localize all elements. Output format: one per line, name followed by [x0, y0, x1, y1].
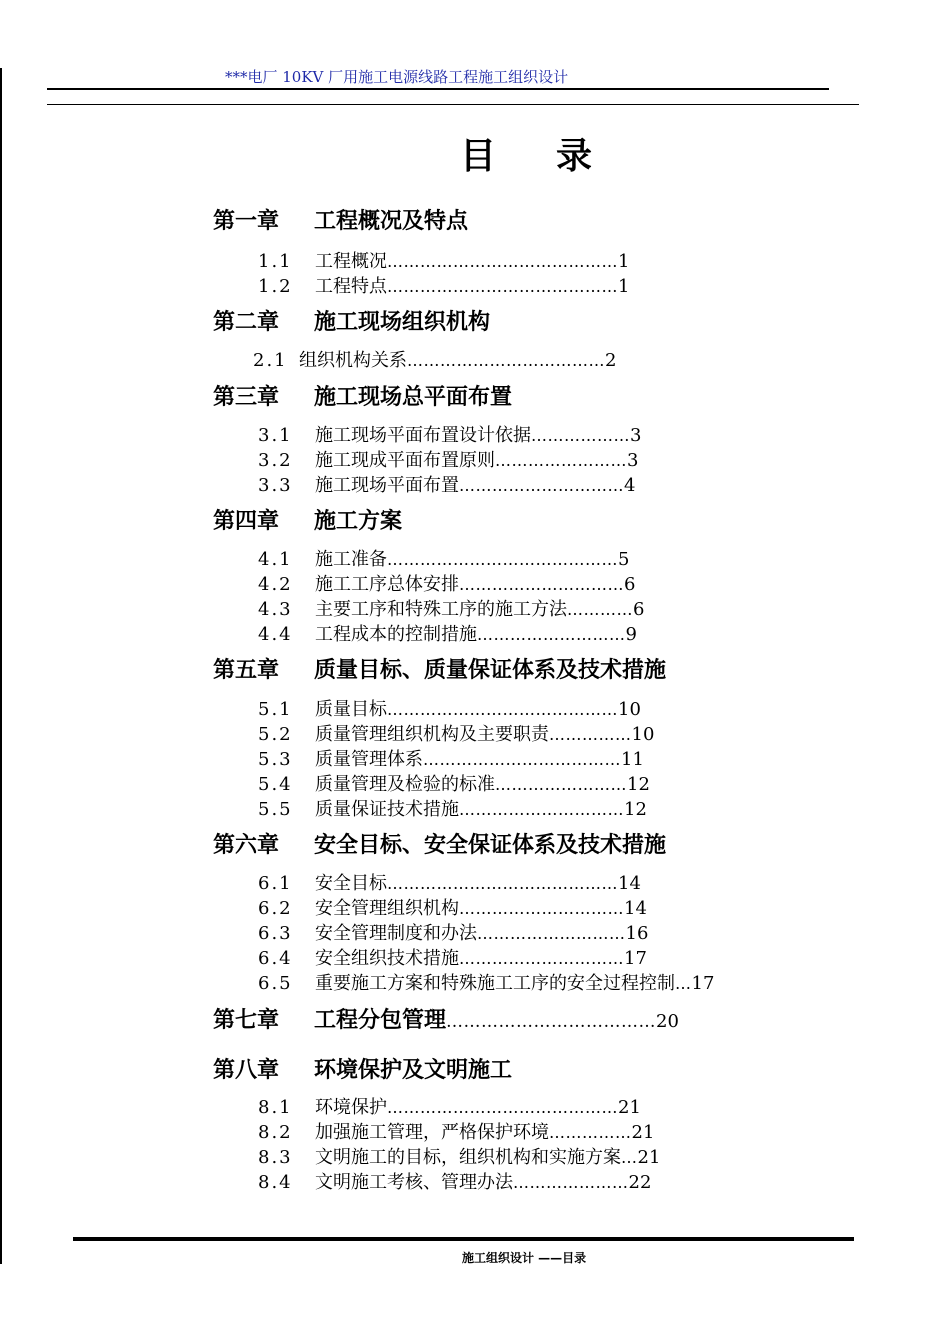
entry-leader: …………… [549, 725, 632, 744]
toc-chapter [213, 207, 468, 237]
entry-page: 5 [618, 549, 630, 570]
entry-number: 5.1 [258, 699, 293, 720]
entry-number: 6.5 [258, 973, 293, 994]
chapter-title: 安全目标、安全保证体系及技术措施 [314, 833, 667, 858]
entry-title: 环境保护 [315, 1097, 387, 1118]
entry-number: 5.3 [258, 749, 293, 770]
entry-title: 文明施工考核、管理办法 [315, 1172, 513, 1193]
entry-title: 安全目标 [315, 873, 387, 894]
entry-number: 4.1 [258, 549, 293, 570]
entry-number: 8.2 [258, 1122, 293, 1143]
chapter-label: 第三章 [213, 385, 280, 410]
entry-leader: …………………………………… [387, 252, 618, 271]
toc-chapter [213, 308, 490, 338]
entry-title: 重要施工方案和特殊施工工序的安全过程控制 [315, 973, 675, 994]
entry-leader: ……………………… [477, 924, 626, 943]
toc-entry [258, 424, 641, 448]
header-rule-thin [47, 104, 859, 105]
entry-number: 5.5 [258, 799, 293, 820]
chapter-label: 第四章 [213, 509, 280, 534]
entry-leader: ………………………… [459, 575, 624, 594]
entry-number: 2.1 [253, 350, 288, 371]
entry-page: 6 [633, 599, 645, 620]
toc-entry [258, 1121, 654, 1145]
entry-number: 1.2 [258, 276, 293, 297]
entry-title: 主要工序和特殊工序的施工方法 [315, 599, 567, 620]
toc-chapter [213, 383, 512, 413]
entry-title: 施工准备 [315, 549, 387, 570]
entry-number: 3.1 [258, 425, 293, 446]
left-margin-rule [0, 68, 2, 1264]
toc-entry [258, 922, 648, 946]
entry-title: 工程特点 [315, 276, 387, 297]
running-footer: 施工组织设计 ——目录 [462, 1251, 587, 1265]
entry-number: 8.1 [258, 1097, 293, 1118]
toc-entry [258, 1146, 660, 1170]
entry-title: 质量管理及检验的标准 [315, 774, 495, 795]
chapter-label: 第一章 [213, 209, 280, 234]
entry-page: 10 [618, 699, 641, 720]
chapter-title: 施工现场总平面布置 [314, 385, 513, 410]
entry-title: 安全管理组织机构 [315, 898, 459, 919]
entry-leader: …………………………………… [387, 277, 618, 296]
entry-title: 工程成本的控制措施 [315, 624, 477, 645]
entry-page: 22 [628, 1172, 652, 1193]
entry-page: 14 [624, 898, 647, 919]
entry-page: 6 [624, 574, 636, 595]
entry-leader: ………………………… [459, 476, 624, 495]
chapter-page: 20 [656, 1011, 679, 1032]
toc-entry [258, 872, 641, 896]
entry-page: 12 [624, 799, 647, 820]
entry-number: 4.2 [258, 574, 293, 595]
chapter-label: 第五章 [213, 658, 280, 683]
entry-page: 12 [627, 774, 650, 795]
entry-title: 质量管理体系 [315, 749, 423, 770]
entry-leader: ………………………… [459, 949, 624, 968]
entry-page: 16 [625, 923, 649, 944]
toc-entry [253, 349, 616, 373]
entry-title: 安全管理制度和办法 [315, 923, 477, 944]
entry-leader: … [675, 974, 692, 993]
entry-title: 施工工序总体安排 [315, 574, 459, 595]
entry-page: 3 [627, 450, 639, 471]
toc-entry [258, 623, 637, 647]
entry-title: 安全组织技术措施 [315, 948, 459, 969]
entry-number: 4.4 [258, 624, 293, 645]
toc-entry [258, 698, 641, 722]
entry-page: 3 [630, 425, 642, 446]
entry-title: 组织机构关系 [299, 350, 407, 371]
entry-leader: …………………………………… [387, 550, 618, 569]
entry-page: 1 [618, 276, 630, 297]
entry-leader: …………………… [495, 451, 627, 470]
entry-page: 21 [631, 1122, 655, 1143]
entry-page: 21 [618, 1097, 641, 1118]
entry-leader: ………………………… [459, 899, 624, 918]
entry-leader: … [621, 1148, 638, 1167]
entry-number: 1.1 [258, 251, 293, 272]
entry-number: 4.3 [258, 599, 293, 620]
entry-page: 9 [625, 624, 637, 645]
toc-entry [258, 947, 647, 971]
entry-page: 2 [605, 350, 617, 371]
toc-chapter [213, 1056, 512, 1086]
entry-title: 施工现场平面布置设计依据 [315, 425, 531, 446]
toc-chapter [213, 656, 666, 686]
entry-title: 加强施工管理，严格保护环境 [315, 1122, 549, 1143]
chapter-label: 第二章 [213, 310, 280, 335]
toc-entry [258, 972, 714, 996]
toc-entry [258, 250, 629, 274]
toc-chapter [213, 831, 666, 861]
entry-page: 14 [618, 873, 641, 894]
entry-number: 6.4 [258, 948, 293, 969]
entry-page: 1 [618, 251, 630, 272]
chapter-title: 工程分包管理 [314, 1008, 447, 1033]
toc-entry [258, 723, 654, 747]
entry-number: 8.4 [258, 1172, 293, 1193]
entry-number: 5.4 [258, 774, 293, 795]
toc-entry [258, 548, 629, 572]
entry-page: 17 [624, 948, 647, 969]
chapter-title: 工程概况及特点 [314, 209, 469, 234]
header-rule [47, 88, 829, 90]
toc-entry [258, 573, 635, 597]
footer-rule [73, 1237, 854, 1241]
chapter-label: 第六章 [213, 833, 280, 858]
entry-leader: …………………… [495, 775, 627, 794]
entry-leader: ……………………… [477, 625, 626, 644]
toc-entry [258, 1171, 651, 1195]
entry-leader: ……………… [531, 426, 630, 445]
entry-title: 质量保证技术措施 [315, 799, 459, 820]
entry-number: 5.2 [258, 724, 293, 745]
toc-entry [258, 449, 638, 473]
entry-number: 3.2 [258, 450, 293, 471]
chapter-leader: ……………………………… [446, 1012, 657, 1032]
entry-leader: …………………………………… [387, 1098, 618, 1117]
entry-number: 8.3 [258, 1147, 293, 1168]
entry-leader: ……………………………… [423, 750, 621, 769]
entry-page: 4 [624, 475, 636, 496]
toc-entry [258, 474, 635, 498]
entry-number: 6.1 [258, 873, 293, 894]
chapter-title: 环境保护及文明施工 [314, 1058, 513, 1083]
toc-entry [258, 598, 644, 622]
toc-entry [258, 748, 644, 772]
toc-entry [258, 897, 647, 921]
chapter-title: 施工现场组织机构 [314, 310, 491, 335]
toc-entry [258, 275, 629, 299]
entry-title: 工程概况 [315, 251, 387, 272]
entry-title: 施工现成平面布置原则 [315, 450, 495, 471]
entry-title: 施工现场平面布置 [315, 475, 459, 496]
entry-leader: ………… [567, 600, 633, 619]
chapter-label: 第八章 [213, 1058, 280, 1083]
toc-chapter [213, 1006, 679, 1036]
entry-page: 11 [621, 749, 644, 770]
entry-number: 6.2 [258, 898, 293, 919]
toc-title: 目录 [460, 136, 653, 177]
toc-entry [258, 798, 647, 822]
entry-title: 质量管理组织机构及主要职责 [315, 724, 549, 745]
entry-leader: ……………………………… [407, 351, 605, 370]
chapter-title: 施工方案 [314, 509, 403, 534]
entry-leader: …………………………………… [387, 874, 618, 893]
toc-entry [258, 1096, 641, 1120]
entry-title: 质量目标 [315, 699, 387, 720]
running-header: ***电厂 10KV 厂用施工电源线路工程施工组织设计 [225, 68, 569, 86]
toc-chapter [213, 507, 402, 537]
entry-leader: …………………………………… [387, 700, 618, 719]
chapter-label: 第七章 [213, 1008, 280, 1033]
toc-entry [258, 773, 650, 797]
entry-page: 21 [637, 1147, 661, 1168]
entry-page: 10 [631, 724, 655, 745]
entry-leader: ………………………… [459, 800, 624, 819]
entry-leader: ………………… [513, 1173, 629, 1192]
entry-leader: …………… [549, 1123, 632, 1142]
entry-number: 6.3 [258, 923, 293, 944]
chapter-title: 质量目标、质量保证体系及技术措施 [314, 658, 667, 683]
entry-title: 文明施工的目标，组织机构和实施方案 [315, 1147, 621, 1168]
entry-number: 3.3 [258, 475, 293, 496]
entry-page: 17 [691, 973, 715, 994]
